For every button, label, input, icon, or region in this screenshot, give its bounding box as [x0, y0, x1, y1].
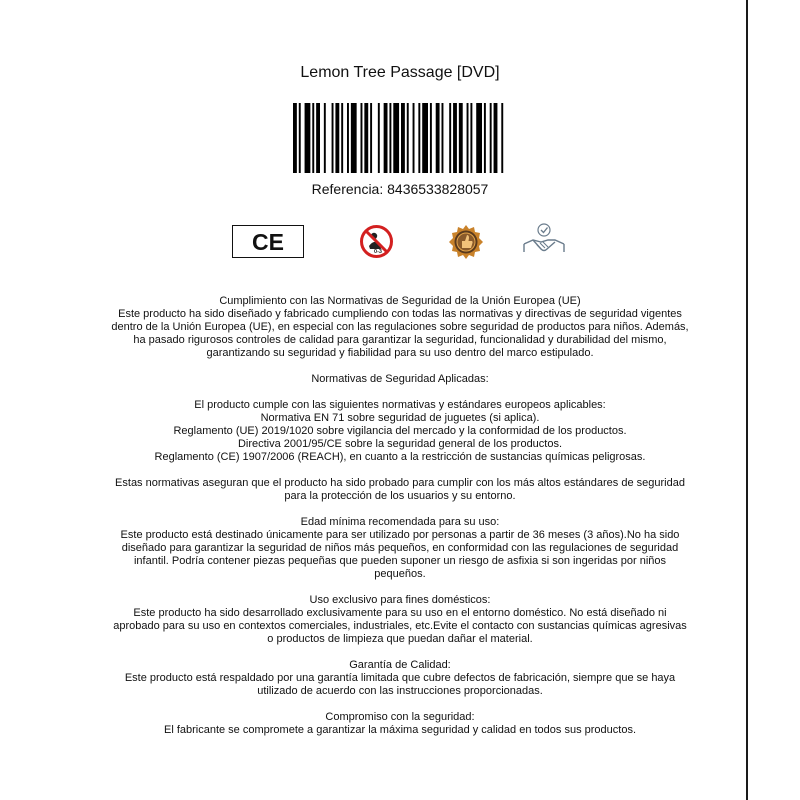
section-text: El fabricante se compromete a garantizar la máxima seguridad y calidad en todos sus productos.: [163, 724, 637, 736]
safety-section: [110, 516, 690, 581]
barcode-bar: [370, 103, 372, 173]
safety-information: [110, 295, 690, 750]
compliance-icons: [0, 222, 800, 262]
barcode-bar: [335, 103, 339, 173]
barcode-bar: [364, 103, 368, 173]
reference-number: Referencia: 8436533828057: [311, 181, 489, 197]
safety-section: [110, 594, 690, 646]
barcode-bar: [442, 103, 444, 173]
barcode-bar: [453, 103, 457, 173]
barcode-bar: [299, 103, 301, 173]
section-text: Este producto está respaldado por una garantía limitada que cubre defectos de fabricación, siempre que se haya utilizado de acuerdo con las instrucciones proporcionadas.: [124, 672, 676, 697]
section-heading: Compromiso con la seguridad:: [325, 711, 475, 723]
section-text: Este producto ha sido diseñado y fabricado cumpliendo con todas las normativas y directivas de seguridad vigentes dentro de la Unión Europea (UE), en especial con las regulaciones sobre seguridad de productos para niños. Además, ha pasado rigurosos controles de calidad para garantizar la seguridad, funcionalidad y durabilidad del mismo, garantizando su seguridad y fiabilidad para su uso dentro del marco estipulado.: [111, 308, 689, 359]
ce-mark-icon: [232, 225, 304, 258]
barcode-bar: [378, 103, 380, 173]
section-text: Directiva 2001/95/CE sobre la seguridad general de los productos.: [237, 438, 563, 450]
barcode-bar: [418, 103, 420, 173]
safety-section: [110, 659, 690, 698]
barcode-bar: [351, 103, 357, 173]
not-for-children-under-3-icon: [359, 224, 394, 259]
barcode-bar: [484, 103, 486, 173]
safety-section: [110, 373, 690, 386]
barcode-bar: [361, 103, 363, 173]
quality-seal-icon: [448, 224, 484, 260]
section-text: Este producto ha sido desarrollado exclusivamente para su uso en el entorno doméstico. No está diseñado ni aprobado para su uso en contextos comerciales, industriales, etc.Evite el contacto con sustancias químicas agresivas o productos de limpieza que puedan dañar el material.: [113, 607, 687, 645]
barcode-image: [293, 103, 509, 173]
barcode-bar: [501, 103, 503, 173]
safety-section: [110, 711, 690, 737]
section-heading: Normativas de Seguridad Aplicadas:: [311, 373, 489, 385]
barcode-bar: [407, 103, 409, 173]
product-title: Lemon Tree Passage [DVD]: [300, 64, 500, 81]
barcode-bar: [332, 103, 334, 173]
barcode-bar: [436, 103, 440, 173]
safety-section: [110, 477, 690, 503]
section-text: Reglamento (UE) 2019/1020 sobre vigilancia del mercado y la conformidad de los productos.: [173, 425, 627, 437]
section-heading: Garantía de Calidad:: [349, 659, 451, 671]
safety-section: [110, 399, 690, 464]
barcode-bar: [293, 103, 297, 173]
barcode-bar: [347, 103, 349, 173]
barcode-bar: [401, 103, 405, 173]
barcode-bar: [430, 103, 432, 173]
section-heading: Cumplimiento con las Normativas de Seguridad de la Unión Europea (UE): [219, 295, 581, 307]
barcode-bar: [476, 103, 482, 173]
handshake-check-icon: [521, 222, 567, 260]
section-heading: Edad mínima recomendada para su uso:: [300, 516, 500, 528]
safety-section: [110, 295, 690, 360]
barcode-bar: [449, 103, 451, 173]
barcode-bar: [305, 103, 311, 173]
section-heading: Uso exclusivo para fines domésticos:: [309, 594, 491, 606]
barcode-bar: [384, 103, 388, 173]
ce-mark-label: CE: [252, 229, 284, 255]
barcode-bar: [470, 103, 472, 173]
barcode-bar: [312, 103, 314, 173]
section-text: Estas normativas aseguran que el producto ha sido probado para cumplir con los más altos estándares de seguridad para la protección de los usuarios y su entorno.: [115, 477, 685, 502]
barcode-bar: [494, 103, 498, 173]
barcode-bar: [490, 103, 492, 173]
barcode-bar: [389, 103, 391, 173]
barcode-bar: [422, 103, 428, 173]
section-text: Reglamento (CE) 1907/2006 (REACH), en cuanto a la restricción de sustancias químicas peligrosas.: [154, 451, 646, 463]
barcode-bar: [393, 103, 399, 173]
section-heading: El producto cumple con las siguientes normativas y estándares europeos aplicables:: [194, 399, 606, 411]
barcode-bar: [413, 103, 415, 173]
age-warning-label: 0-3: [374, 249, 382, 255]
barcode-bar: [316, 103, 320, 173]
barcode-bar: [341, 103, 343, 173]
barcode-bar: [324, 103, 326, 173]
section-text: Este producto está destinado únicamente para ser utilizado por personas a partir de 36 meses (3 años).No ha sido diseñado para garantizar la seguridad de niños más pequeños, en conformidad con las regulaciones de seguridad infantil. Podría contener piezas pequeñas que pueden suponer un riesgo de asfixia si son ingeridas por niños pequeños.: [120, 529, 680, 580]
barcode-bar: [467, 103, 469, 173]
barcode-bar: [459, 103, 463, 173]
section-text: Normativa EN 71 sobre seguridad de juguetes (si aplica).: [260, 412, 540, 424]
page-border: [746, 0, 748, 800]
